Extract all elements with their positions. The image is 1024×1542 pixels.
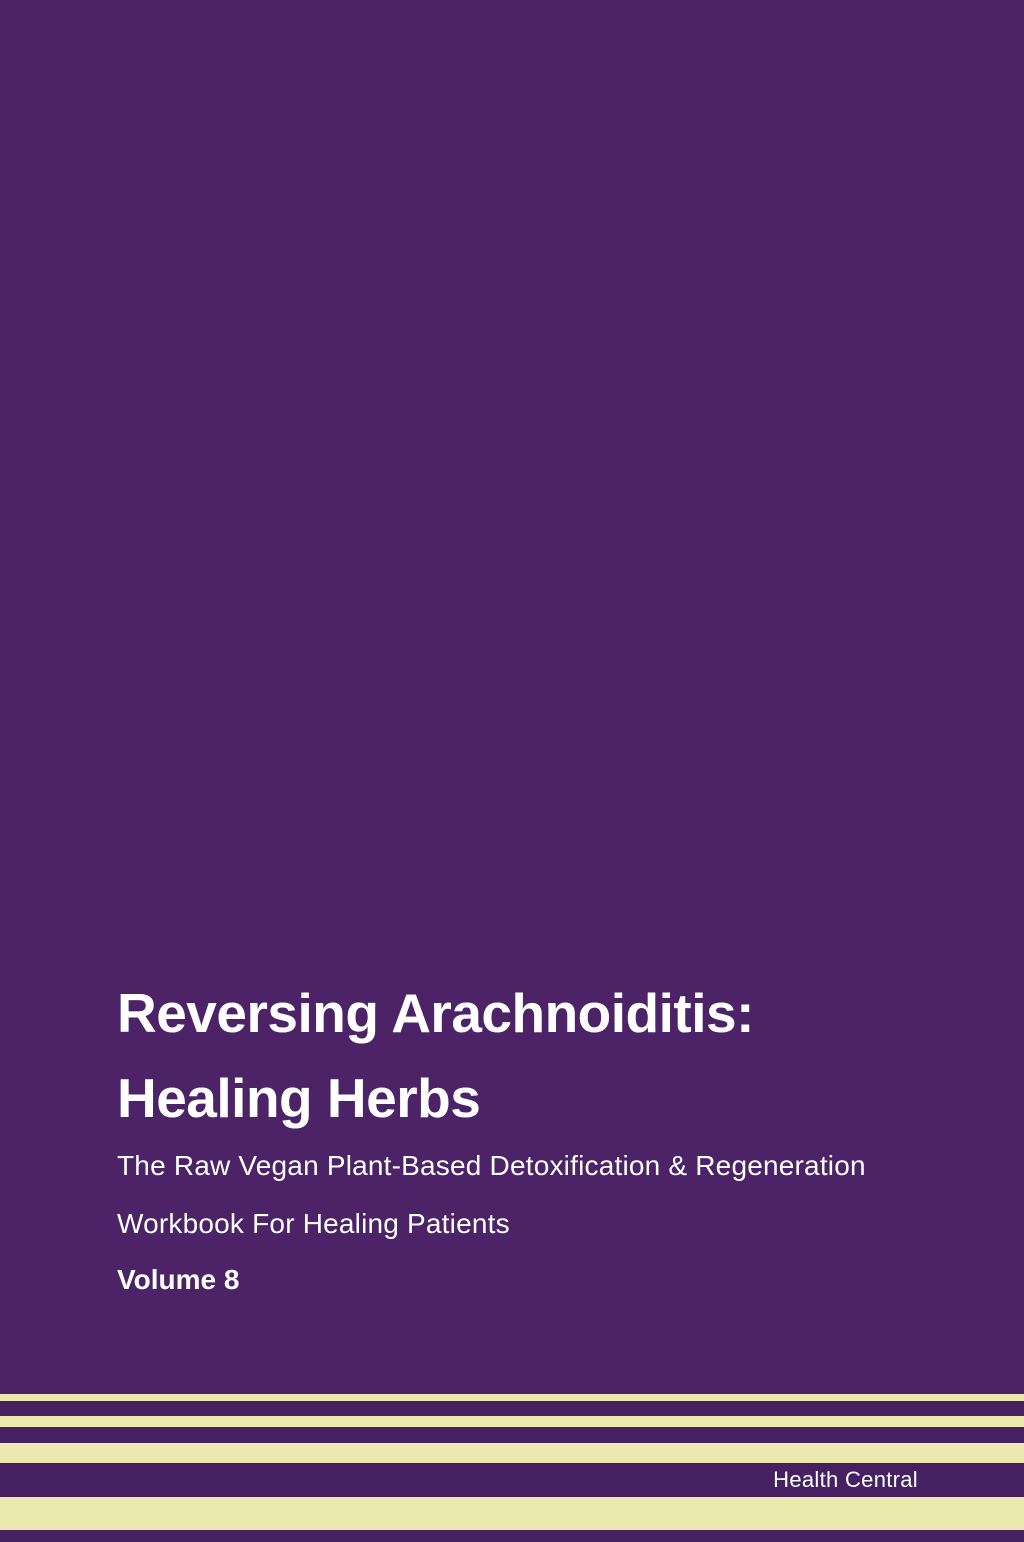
- bottom-stripes: [0, 1394, 1024, 1542]
- stripe-cream-thin-1: [0, 1394, 1024, 1401]
- stripe-purple-thin-2: [0, 1427, 1024, 1443]
- publisher-band: [0, 1463, 1024, 1497]
- book-subtitle-line-1: The Raw Vegan Plant-Based Detoxification & Regeneration: [117, 1150, 866, 1181]
- stripe-cream-medium: [0, 1443, 1024, 1463]
- cover-text-block: [117, 982, 917, 1295]
- stripe-cream-thin-2: [0, 1416, 1024, 1427]
- publisher-name: Health Central: [773, 1467, 918, 1492]
- stripe-purple-bottom: [0, 1530, 1024, 1542]
- stripe-purple-thin-1: [0, 1401, 1024, 1416]
- book-title-line-2: Healing Herbs: [117, 1067, 481, 1129]
- book-subtitle-line-2: Workbook For Healing Patients: [117, 1208, 510, 1239]
- stripe-cream-wide: [0, 1497, 1024, 1530]
- book-title-line-1: Reversing Arachnoiditis:: [117, 982, 754, 1044]
- volume-label: Volume 8: [117, 1264, 240, 1295]
